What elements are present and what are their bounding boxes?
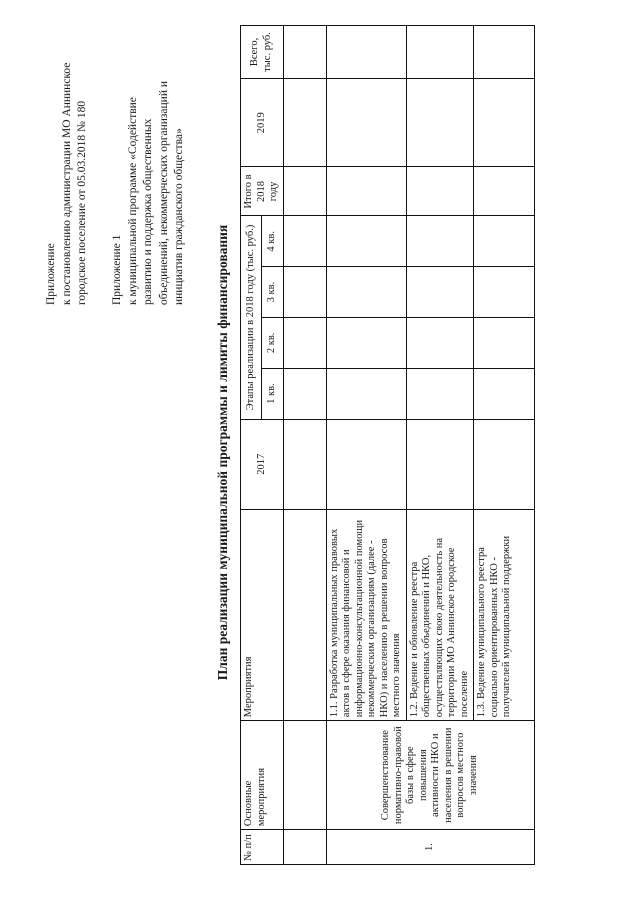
value-cell — [474, 26, 535, 79]
value-cell — [326, 26, 406, 79]
header-q2: 2 кв. — [262, 317, 283, 368]
header-q4: 4 кв. — [262, 216, 283, 267]
value-cell — [406, 267, 474, 318]
blank-cell — [283, 216, 326, 267]
value-cell — [406, 167, 474, 216]
blank-cell — [283, 78, 326, 167]
value-cell — [474, 167, 535, 216]
value-cell — [406, 317, 474, 368]
blank-cell — [283, 267, 326, 318]
appendix-block — [44, 0, 91, 305]
value-cell — [326, 78, 406, 167]
activity-cell: 1.1. Разработка муниципальных правовых актов в сфере оказания финансовой и информационно-консультационной помощи некоммерческим организациям (далее - НКО) и населению в решении вопросов местного значения — [326, 510, 406, 721]
header-stages-2018: Этапы реализации в 2018 году (тыс. руб.) — [241, 216, 262, 419]
value-cell — [406, 368, 474, 419]
program-line: инициатив гражданского общества» — [173, 128, 185, 305]
value-cell — [326, 419, 406, 510]
blank-cell — [283, 721, 326, 830]
blank-cell — [283, 167, 326, 216]
value-cell — [326, 167, 406, 216]
header-q1: 1 кв. — [262, 368, 283, 419]
program-line: Приложение 1 — [111, 234, 123, 305]
table-blank-row — [283, 26, 326, 865]
value-cell — [474, 267, 535, 318]
activity-cell: 1.2. Ведение и обновление реестра общественных объединений и НКО, осуществляющих свою деятельность на территории МО Аннинское городское поселение — [406, 510, 474, 721]
header-main-activities: Основные мероприятия — [241, 721, 284, 830]
activity-cell: 1.3. Ведение муниципального реестра социально ориентированных НКО - получателей муниципальной поддержки — [474, 510, 535, 721]
program-line: развитию и поддержка общественных — [142, 118, 154, 305]
value-cell — [326, 368, 406, 419]
plan-table — [240, 25, 535, 865]
program-line: к муниципальной программе «Содействие — [126, 97, 139, 305]
header-2019: 2019 — [241, 78, 284, 167]
value-cell — [406, 78, 474, 167]
group-main-activity: Совершенствование нормативно-правовой базы в сфере повышения активности НКО и населения в решении вопросов местного значения — [326, 721, 535, 830]
value-cell — [474, 216, 535, 267]
value-cell — [474, 78, 535, 167]
header-q3: 3 кв. — [262, 267, 283, 318]
header-num: № п/п — [241, 830, 284, 865]
appendix-line: Приложение — [45, 243, 57, 305]
table-header-row — [241, 26, 262, 865]
value-cell — [406, 419, 474, 510]
blank-cell — [283, 510, 326, 721]
table-row — [326, 26, 406, 865]
page-title: План реализации муниципальной программы и лимиты финансирования — [215, 224, 230, 681]
header-activities: Мероприятия — [241, 510, 284, 721]
blank-cell — [283, 368, 326, 419]
blank-cell — [283, 26, 326, 79]
appendix-line: городское поселение от 05.03.2018 № 180 — [76, 100, 88, 305]
blank-cell — [283, 830, 326, 865]
value-cell — [474, 368, 535, 419]
program-appendix-block — [110, 0, 188, 305]
program-line: объединений, некоммерческих организаций и — [157, 80, 170, 305]
value-cell — [406, 26, 474, 79]
header-total-2018: Итого в 2018 году — [241, 167, 284, 216]
value-cell — [326, 317, 406, 368]
value-cell — [406, 216, 474, 267]
blank-cell — [283, 317, 326, 368]
value-cell — [474, 317, 535, 368]
blank-cell — [283, 419, 326, 510]
value-cell — [326, 267, 406, 318]
header-2017: 2017 — [241, 419, 284, 510]
value-cell — [326, 216, 406, 267]
group-number: 1. — [326, 830, 535, 865]
header-total: Всего, тыс. руб. — [241, 26, 284, 79]
appendix-line: к постановлению администрации МО Аннинское — [60, 62, 73, 305]
value-cell — [474, 419, 535, 510]
